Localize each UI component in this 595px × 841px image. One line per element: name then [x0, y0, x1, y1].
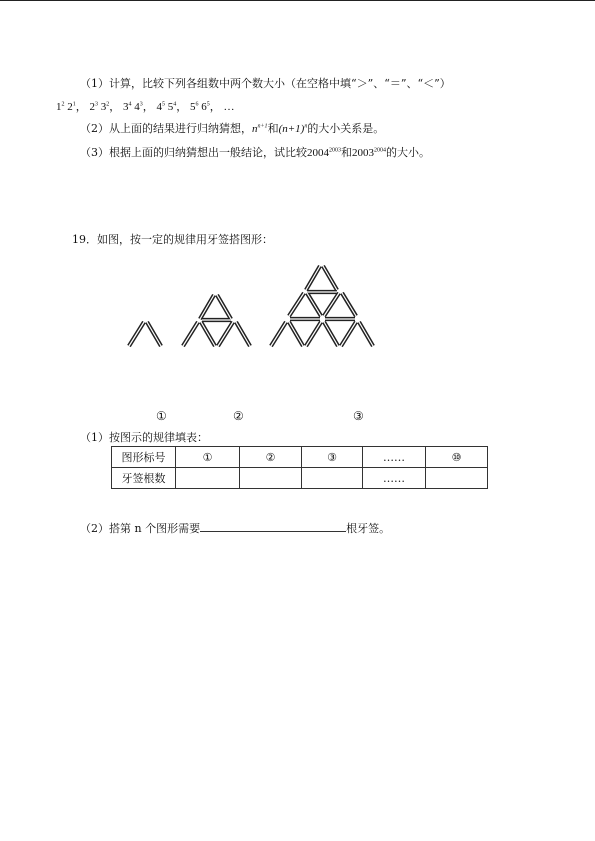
and-word: 和 — [341, 146, 352, 159]
expr-n: n — [252, 123, 258, 135]
table-cell: ③ — [302, 447, 363, 468]
q18-part1-text: （1）计算，比较下列各组数中两个数大小（在空格中填“＞”、“＝”、“＜”） — [80, 77, 451, 90]
pair-3: $3^4$ $4^3$ — [123, 101, 143, 113]
answer-cell[interactable] — [302, 468, 363, 489]
q19-part2-suffix: 根牙签。 — [346, 522, 391, 535]
answer-cell[interactable] — [240, 468, 302, 489]
table-cell: …… — [363, 447, 426, 468]
q19-title-text: 19．如图，按一定的规律用牙签搭图形： — [72, 233, 273, 246]
answer-cell[interactable] — [426, 468, 488, 489]
q19-part2-prefix: （2）搭第 n 个图形需要 — [80, 522, 201, 535]
figure-label-1: ① — [156, 409, 167, 423]
pair-1: $1^2$ $2^1$ — [56, 101, 76, 113]
figure-1 — [129, 322, 161, 346]
q18-part3-prefix: （3）根据上面的归纳猜想出一般结论，试比较 — [80, 146, 307, 159]
table-header-cell: 牙签根数 — [112, 468, 176, 489]
table-row — [112, 447, 488, 468]
pair-5: $5^6$ $6^5$ — [190, 101, 210, 113]
and-word: 和 — [267, 122, 279, 135]
q18-part2-suffix: 的大小关系是。 — [307, 122, 385, 135]
toothpick-centerline — [129, 266, 373, 346]
pair-4: $4^5$ $5^4$ — [156, 101, 177, 113]
exponent-2004: 2004 — [374, 147, 386, 154]
q19-part1-text: （1）按图示的规律填表： — [80, 431, 208, 444]
exponent-2003: 2003 — [329, 147, 341, 154]
q18-part3-suffix: 的大小。 — [386, 146, 430, 159]
figure-3 — [271, 266, 373, 346]
number-2003: 2003 — [352, 147, 374, 159]
q19-part2 — [80, 520, 390, 536]
q19-part1 — [80, 431, 208, 445]
figure-label-2: ② — [233, 409, 244, 423]
expr-exponent-n: n — [304, 123, 308, 130]
toothpick-outline — [129, 266, 373, 346]
table-row — [112, 468, 488, 489]
fill-in-table — [111, 446, 488, 489]
q18-power-pairs: $1^2$ $2^1$， $2^3$ $3^2$， $3^4$ $4^3$， $4^5$ $5^4$， $5^6$ $6^5$， … — [56, 101, 235, 113]
table-cell: …… — [363, 468, 426, 489]
answer-cell[interactable] — [176, 468, 240, 489]
table-cell: ① — [176, 447, 240, 468]
table-header-cell: 图形标号 — [112, 447, 176, 468]
expr-n-exponent: n+1 — [257, 123, 268, 130]
number-2004: 2004 — [307, 147, 329, 159]
q18-part2-prefix: （2）从上面的结果进行归纳猜想， — [80, 122, 252, 135]
pair-2: $2^3$ $3^2$ — [89, 101, 110, 113]
figure-label-3: ③ — [353, 409, 364, 423]
answer-blank[interactable] — [200, 520, 346, 532]
table-cell: ⑩ — [426, 447, 488, 468]
expr-n-plus-1: (n+1) — [278, 123, 305, 135]
table-cell: ② — [240, 447, 302, 468]
ellipsis: … — [223, 101, 235, 113]
